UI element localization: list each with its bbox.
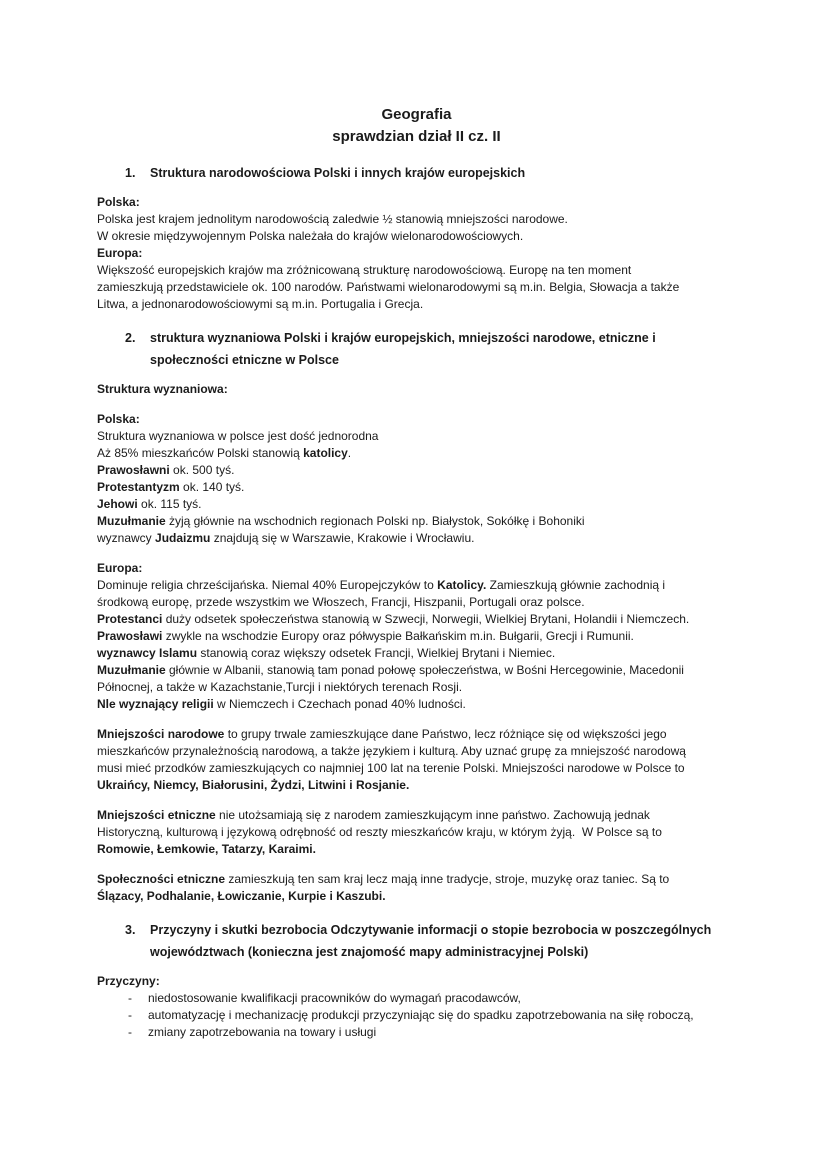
bold-text-run: społeczności etniczne w Polsce <box>150 353 339 367</box>
bold-text-run: Przyczyny: <box>97 974 160 988</box>
paragraph-line <box>97 194 736 211</box>
paragraph-line <box>97 824 736 841</box>
heading-lines <box>150 327 736 371</box>
paragraph-line <box>97 496 736 513</box>
text-run: Zamieszkują głównie zachodnią i <box>486 578 666 592</box>
text-run: w Niemczech i Czechach ponad 40% ludności. <box>213 697 466 711</box>
paragraph-line <box>97 211 736 228</box>
paragraph-line <box>97 445 736 462</box>
text-run: środkową europę, przede wszystkim we Włoszech, Francji, Hiszpanii, Portugali oraz polsce. <box>97 595 585 609</box>
heading-line <box>150 327 736 349</box>
text-run: Północnej, a także w Kazachstanie,Turcji i niektórych terenach Rosji. <box>97 680 463 694</box>
text-run: nie utożsamiają się z narodem zamieszkującym inne państwo. Zachowują jednak <box>215 808 650 822</box>
text-run: Litwa, a jednonarodowościowymi są m.in. Portugalia i Grecja. <box>97 297 424 311</box>
paragraph-line <box>97 228 736 245</box>
bold-text-run: Struktura wyznaniowa: <box>97 382 228 396</box>
text-run: to grupy trwale zamieszkujące dane Państwo, lecz różniące się od większości jego <box>224 727 667 741</box>
bold-text-run: Europa: <box>97 246 143 260</box>
paragraph-line <box>97 530 736 547</box>
paragraph-line <box>97 513 736 530</box>
heading-number: 1. <box>125 166 136 180</box>
paragraph-line <box>97 871 736 888</box>
text-run: duży odsetek społeczeństwa stanowią w Szwecji, Norwegii, Wielkiej Brytani, Holandii i Niemczech. <box>162 612 690 626</box>
heading-lines <box>150 162 736 184</box>
bold-text-run: Jehowi <box>97 497 138 511</box>
text-run: ok. 500 tyś. <box>169 463 235 477</box>
bullet-text <box>148 1024 736 1041</box>
text-run: . <box>347 446 352 460</box>
paragraph-line <box>97 726 736 743</box>
paragraph-line <box>97 628 736 645</box>
bullet-item <box>97 1024 736 1041</box>
bold-text-run: Społeczności etniczne <box>97 872 226 886</box>
paragraph-line <box>97 973 736 990</box>
bullet-text <box>148 1007 736 1024</box>
text-run: musi mieć przodków zamieszkujących co najmniej 100 lat na terenie Polski. Mniejszości narodowe w Polsce to <box>97 761 685 775</box>
blank-line <box>97 398 736 411</box>
bold-text-run: Prawosławi <box>97 629 163 643</box>
paragraph-line <box>97 479 736 496</box>
paragraph-line <box>97 611 736 628</box>
paragraph-line <box>97 560 736 577</box>
paragraph-line <box>97 777 736 794</box>
text-run: wyznawcy <box>97 531 156 545</box>
text-run: Polska jest krajem jednolitym narodowością zaledwie ½ stanowią mniejszości narodowe. <box>97 212 568 226</box>
blank-line <box>97 794 736 807</box>
bullet-item <box>97 1007 736 1024</box>
bold-text-run: Mniejszości narodowe <box>97 727 225 741</box>
paragraph-line <box>97 888 736 905</box>
bold-text-run: struktura wyznaniowa Polski i krajów europejskich, mniejszości narodowe, etniczne i <box>150 331 656 345</box>
text-run: żyją głównie na wschodnich regionach Polski np. Białystok, Sokółkę i Bohoniki <box>165 514 585 528</box>
document-title-line: sprawdzian dział II cz. II <box>332 128 501 145</box>
bold-text-run: Protestanci <box>97 612 163 626</box>
heading-line <box>150 162 736 184</box>
paragraph-line <box>97 262 736 279</box>
heading-lines <box>150 919 736 963</box>
text-run: niedostosowanie kwalifikacji pracowników do wymagań pracodawców, <box>148 991 521 1005</box>
bold-text-run: Nle wyznający religii <box>97 697 214 711</box>
bold-text-run: Judaizmu <box>155 531 211 545</box>
bold-text-run: Protestantyzm <box>97 480 180 494</box>
text-run: głównie w Albanii, stanowią tam ponad połowę społeczeństwa, w Bośni Hercegowinie, Macedonii <box>165 663 684 677</box>
numbered-heading <box>97 327 736 371</box>
heading-line <box>150 941 736 963</box>
paragraph-line <box>97 760 736 777</box>
text-run: ok. 140 tyś. <box>179 480 245 494</box>
text-run: Historyczną, kulturową i językową odrębność od reszty mieszkańców kraju, w którym żyją. W Polsce są to <box>97 825 662 839</box>
bullet-dash: - <box>128 991 132 1005</box>
text-run: Aż 85% mieszkańców Polski stanowią <box>97 446 304 460</box>
text-run: zamieszkują ten sam kraj lecz mają inne tradycje, stroje, muzykę oraz taniec. Są to <box>225 872 670 886</box>
bullet-text <box>148 990 736 1007</box>
paragraph-line <box>97 807 736 824</box>
bullet-item <box>97 990 736 1007</box>
paragraph-line <box>97 411 736 428</box>
text-run: ok. 115 tyś. <box>137 497 202 511</box>
bold-text-run: województwach (konieczna jest znajomość mapy administracyjnej Polski) <box>150 945 589 959</box>
paragraph-line <box>97 296 736 313</box>
bold-text-run: Prawosławni <box>97 463 170 477</box>
heading-number: 3. <box>125 923 136 937</box>
blank-line <box>97 713 736 726</box>
bold-text-run: Muzułmanie <box>97 514 166 528</box>
bold-text-run: katolicy <box>303 446 348 460</box>
bullet-dash: - <box>128 1025 132 1039</box>
bold-text-run: Romowie, Łemkowie, Tatarzy, Karaimi. <box>97 842 316 856</box>
paragraph-line <box>97 279 736 296</box>
paragraph-line <box>97 594 736 611</box>
paragraph-line <box>97 662 736 679</box>
bold-text-run: Przyczyny i skutki bezrobocia Odczytywanie informacji o stopie bezrobocia w poszczególnych <box>150 923 712 937</box>
text-run: znajdują się w Warszawie, Krakowie i Wrocławiu. <box>210 531 475 545</box>
paragraph-line <box>97 743 736 760</box>
blank-line <box>97 858 736 871</box>
text-run: zamieszkują przedstawiciele ok. 100 narodów. Państwami wielonarodowymi są m.in. Belgia, Słowacja a także <box>97 280 680 294</box>
bold-text-run: Ukraińcy, Niemcy, Białorusini, Żydzi, Litwini i Rosjanie. <box>97 778 410 792</box>
paragraph-line <box>97 696 736 713</box>
paragraph-line <box>97 679 736 696</box>
text-run: Struktura wyznaniowa w polsce jest dość jednorodna <box>97 429 379 443</box>
text-run: zmiany zapotrzebowania na towary i usługi <box>148 1025 377 1039</box>
paragraph-line <box>97 645 736 662</box>
bold-text-run: Mniejszości etniczne <box>97 808 216 822</box>
text-run: mieszkańców przynależnością narodową, a także językiem i kulturą. Aby uznać grupę za mniejszość narodową <box>97 744 686 758</box>
heading-line <box>150 919 736 941</box>
blank-line <box>97 547 736 560</box>
text-run: W okresie międzywojennym Polska należała do krajów wielonarodowościowych. <box>97 229 524 243</box>
text-run: zwykle na wschodzie Europy oraz półwyspie Bałkańskim m.in. Bułgarii, Grecji i Rumunii. <box>162 629 634 643</box>
bold-text-run: Struktura narodowościowa Polski i innych krajów europejskich <box>150 166 526 180</box>
bold-text-run: Polska: <box>97 412 140 426</box>
bold-text-run: Ślązacy, Podhalanie, Łowiczanie, Kurpie i Kaszubi. <box>97 889 386 903</box>
bold-text-run: Europa: <box>97 561 143 575</box>
heading-line <box>150 349 736 371</box>
document-title-line: Geografia <box>381 106 452 123</box>
numbered-heading <box>97 919 736 963</box>
paragraph-line <box>97 428 736 445</box>
paragraph-line <box>97 245 736 262</box>
paragraph-line <box>97 841 736 858</box>
heading-number: 2. <box>125 331 136 345</box>
text-run: automatyzację i mechanizację produkcji przyczyniając się do spadku zapotrzebowania na siłę roboczą, <box>148 1008 694 1022</box>
text-run: Większość europejskich krajów ma zróżnicowaną strukturę narodowościową. Europę na ten moment <box>97 263 632 277</box>
paragraph-line <box>97 462 736 479</box>
bold-text-run: Katolicy. <box>437 578 487 592</box>
paragraph-line <box>97 381 736 398</box>
paragraph-line <box>97 577 736 594</box>
text-run: stanowią coraz większy odsetek Francji, Wielkiej Brytani i Niemiec. <box>197 646 556 660</box>
bullet-dash: - <box>128 1008 132 1022</box>
bold-text-run: Muzułmanie <box>97 663 166 677</box>
bold-text-run: Polska: <box>97 195 140 209</box>
document-title <box>97 104 736 148</box>
bold-text-run: wyznawcy Islamu <box>97 646 198 660</box>
numbered-heading <box>97 162 736 184</box>
text-run: Dominuje religia chrześcijańska. Niemal 40% Europejczyków to <box>97 578 438 592</box>
